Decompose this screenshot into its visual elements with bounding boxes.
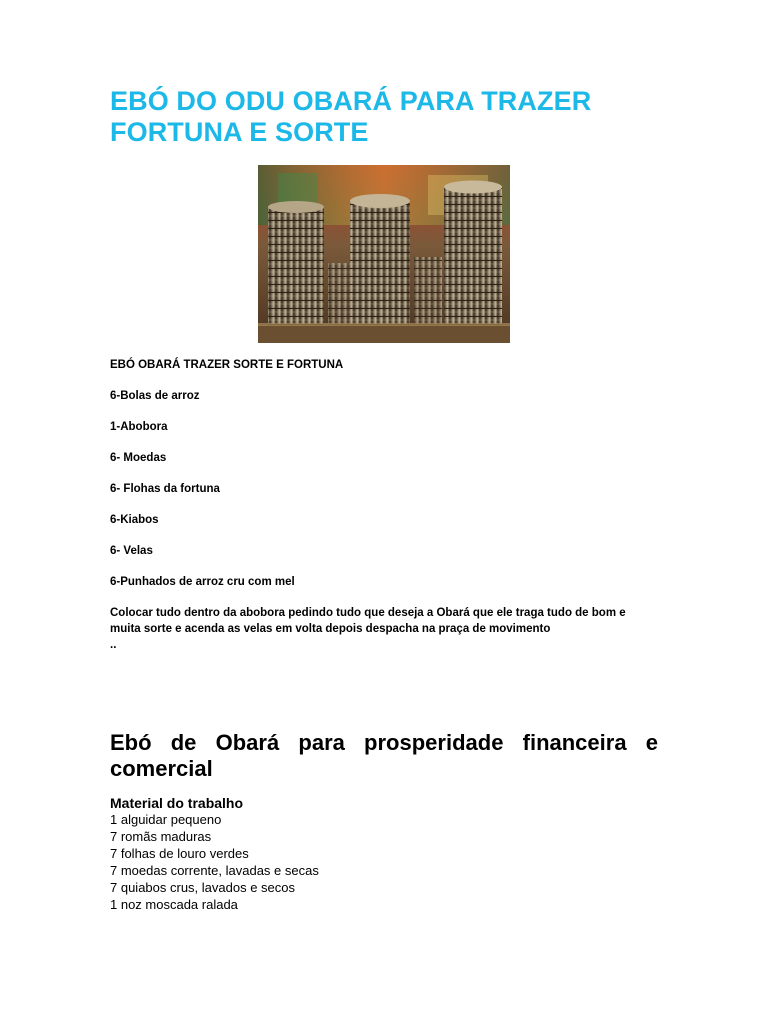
recipe-heading: EBÓ OBARÁ TRAZER SORTE E FORTUNA xyxy=(110,359,344,371)
list-item: 1-Abobora xyxy=(110,421,168,433)
coin-stacks-photo xyxy=(258,165,510,343)
list-item: 6-Punhados de arroz cru com mel xyxy=(110,576,295,588)
recipe-instructions: Colocar tudo dentro da abobora pedindo tudo que deseja a Obará que ele traga tudo de bom e muita sorte e acenda as velas em volta depois despacha na praça de movimento xyxy=(110,607,626,635)
trailing-dots: .. xyxy=(110,639,117,651)
list-item: 7 romãs maduras xyxy=(110,829,212,844)
section-heading: Ebó de Obará para prosperidade financeira e comercial xyxy=(110,730,658,781)
list-item: 1 noz moscada ralada xyxy=(110,897,238,912)
list-item: 6- Moedas xyxy=(110,452,167,464)
material-list xyxy=(110,811,319,913)
list-item: 7 folhas de louro verdes xyxy=(110,846,249,861)
list-item: 6- Flohas da fortuna xyxy=(110,483,220,495)
list-item: 7 quiabos crus, lavados e secos xyxy=(110,880,295,895)
list-item: 6- Velas xyxy=(110,545,153,557)
list-item: 7 moedas corrente, lavadas e secas xyxy=(110,863,319,878)
material-title: Material do trabalho xyxy=(110,795,244,811)
list-item: 1 alguidar pequeno xyxy=(110,812,222,827)
page-title: EBÓ DO ODU OBARÁ PARA TRAZER FORTUNA E SORTE xyxy=(110,86,592,147)
list-item: 6-Kiabos xyxy=(110,514,159,526)
list-item: 6-Bolas de arroz xyxy=(110,390,200,402)
